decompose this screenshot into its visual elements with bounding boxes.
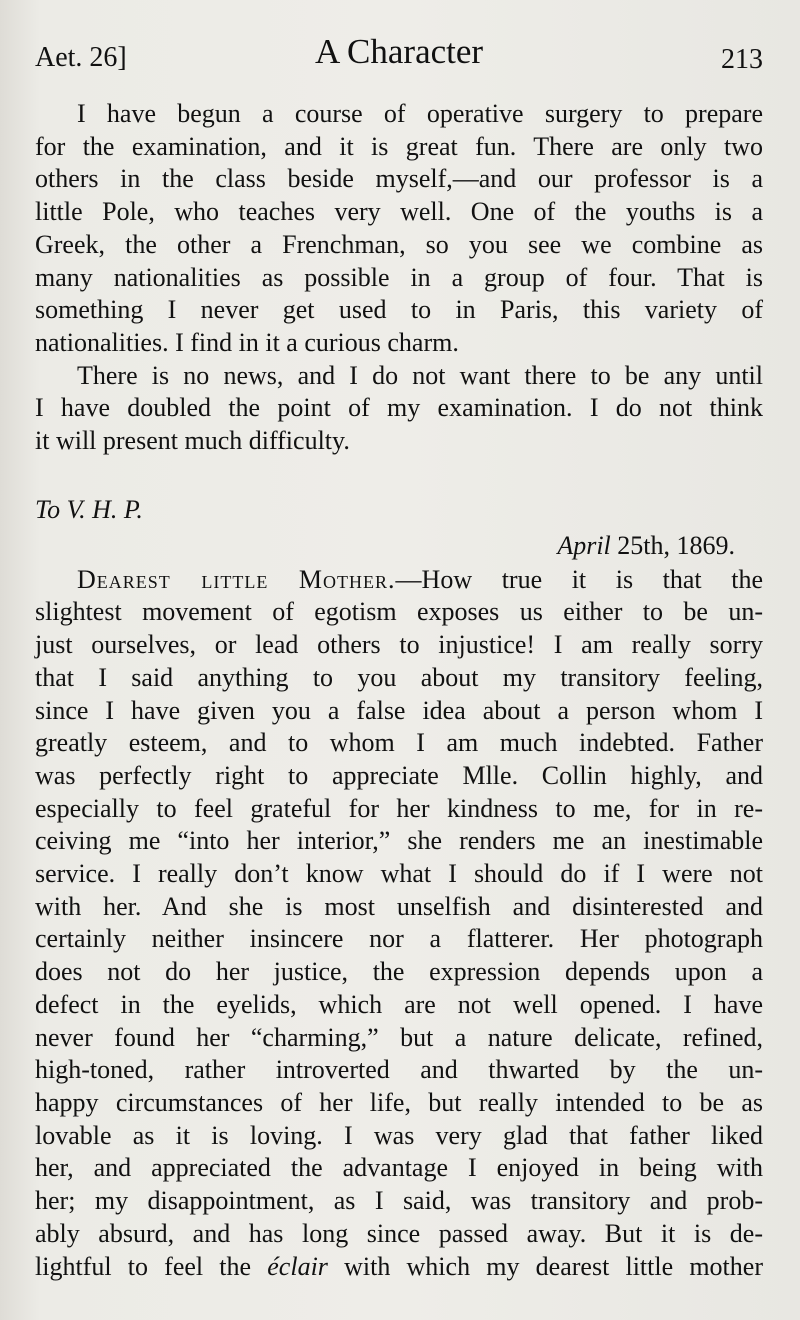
text-line: slightest movement of egotism exposes us either to be un- xyxy=(35,597,763,627)
text-line: for the examination, and it is great fun. There are only two xyxy=(35,131,763,161)
text-line: many nationalities as possible in a group of four. That is xyxy=(35,262,763,292)
text-line: lovable as it is loving. I was very glad that father liked xyxy=(35,1120,763,1150)
letter-date xyxy=(35,530,763,562)
text-line: that I said anything to you about my transitory feeling, xyxy=(35,662,763,692)
chapter-age-marker: Aet. 26] xyxy=(35,42,127,73)
text-line: service. I really don’t know what I should do if I were not xyxy=(35,859,763,889)
text-line xyxy=(35,1251,763,1284)
letter-body xyxy=(35,564,763,1283)
text-line: ceiving me “into her interior,” she renders me an inestimable xyxy=(35,826,763,856)
text-line: There is no news, and I do not want there to be any until xyxy=(77,360,763,390)
text-line: I have begun a course of operative surgery to prepare xyxy=(77,99,763,128)
text-line: her; my disappointment, as I said, was transitory and prob- xyxy=(35,1186,763,1216)
text-line: never found her “charming,” but a nature delicate, refined, xyxy=(35,1022,763,1052)
text-line: Greek, the other a Frenchman, so you see we combine as xyxy=(35,229,763,259)
date-rest: 25th, 1869. xyxy=(610,530,735,560)
page-number: 213 xyxy=(721,44,763,75)
text-line: ably absurd, and has long since passed away. But it is de- xyxy=(35,1218,763,1248)
running-head xyxy=(35,30,763,80)
text-line: defect in the eyelids, which are not well opened. I have xyxy=(35,989,763,1019)
text-line: certainly neither insincere nor a flatterer. Her photograph xyxy=(35,924,763,954)
text-line: especially to feel grateful for her kindness to me, for in re- xyxy=(35,793,763,823)
last-line-end: with which my dearest little mother xyxy=(327,1251,763,1281)
running-title: A Character xyxy=(314,32,484,71)
text-line: just ourselves, or lead others to injustice! I am really sorry xyxy=(35,630,763,660)
salutation: Dearest little Mother. xyxy=(77,564,396,594)
letter-opening-line xyxy=(35,564,763,597)
text-line: happy circumstances of her life, but really intended to be as xyxy=(35,1087,763,1117)
text-line: was perfectly right to appreciate Mlle. Collin highly, and xyxy=(35,760,763,790)
letter-recipient: To V. H. P. xyxy=(35,494,143,524)
text-line: I have doubled the point of my examination. I do not think xyxy=(35,393,763,423)
opening-text: —How true it is that the xyxy=(395,564,764,594)
text-line: nationalities. I find in it a curious charm. xyxy=(35,327,459,357)
text-line: her, and appreciated the advantage I enjoyed in being with xyxy=(35,1153,763,1183)
text-line: others in the class beside myself,—and our professor is a xyxy=(35,164,763,194)
date-month: April xyxy=(557,530,611,560)
last-line-start: lightful to feel the xyxy=(35,1251,268,1281)
page-body xyxy=(35,98,763,1283)
text-line: since I have given you a false idea about a person whom I xyxy=(35,695,763,725)
text-line: something I never get used to in Paris, this variety of xyxy=(35,295,763,325)
text-line: with her. And she is most unselfish and disinterested and xyxy=(35,891,763,921)
paragraph-2 xyxy=(35,360,763,458)
text-line: high-toned, rather introverted and thwarted by the un- xyxy=(35,1055,763,1085)
text-line: does not do her justice, the expression depends upon a xyxy=(35,957,763,987)
eclair-word: éclair xyxy=(267,1251,328,1281)
paragraph-1 xyxy=(35,98,763,360)
text-line: little Pole, who teaches very well. One of the youths is a xyxy=(35,197,763,227)
text-line: greatly esteem, and to whom I am much indebted. Father xyxy=(35,728,763,758)
text-line: it will present much difficulty. xyxy=(35,426,350,456)
